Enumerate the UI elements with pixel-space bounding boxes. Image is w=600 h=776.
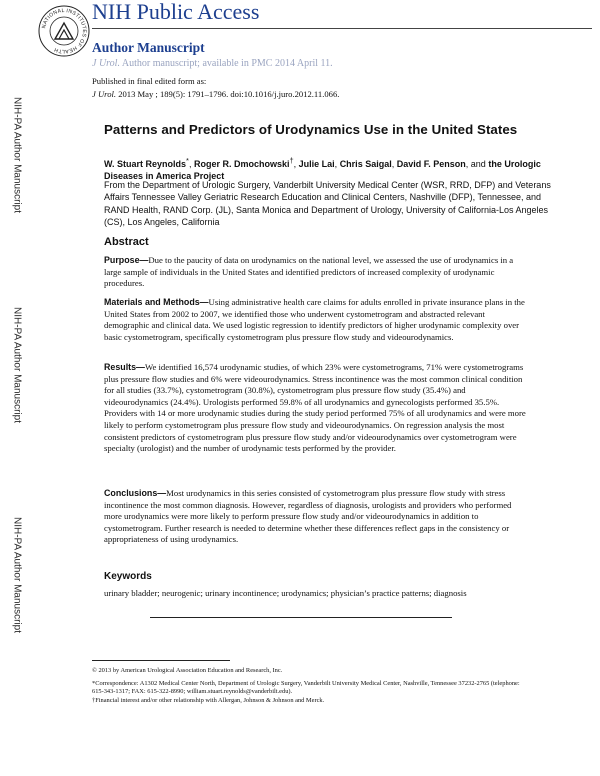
- footnote-rule: [92, 660, 230, 661]
- author-list: W. Stuart Reynolds*, Roger R. Dmochowski†, Julie Lai, Chris Saigal, David F. Penson, and the Urologic Diseases in America Project: [104, 156, 541, 181]
- citation-journal: J Urol.: [92, 89, 117, 99]
- author-name: David F. Penson: [396, 159, 466, 169]
- author-mark: *: [186, 156, 189, 165]
- author-manuscript-label: Author Manuscript: [92, 40, 205, 55]
- section-text: Most urodynamics in this series consisted of cystometrogram plus pressure flow study with stress incontinence the most common diagnosis. However, regardless of diagnosis, urologists and providers who performed more urodynamics were more likely to perform pressure flow study and/or videourodynamics in addition to cystometrogram. Further research is needed to determine whether these differences reflect gaps in the consistency or appropriateness of using urodynamics.: [104, 488, 512, 545]
- author-name: Chris Saigal: [339, 159, 392, 169]
- sidebar-label-text: NIH-PA Author Manuscript: [11, 517, 23, 633]
- keywords-heading: Keywords: [104, 571, 152, 582]
- article-title: Patterns and Predictors of Urodynamics Use in the United States: [104, 122, 518, 137]
- section-divider: [150, 617, 452, 618]
- abstract-conclusions: [104, 488, 530, 546]
- sidebar-label-text: NIH-PA Author Manuscript: [11, 307, 23, 423]
- availability-text: Author manuscript; available in PMC 2014 April 11.: [121, 58, 333, 69]
- author-name: Julie Lai: [298, 159, 335, 169]
- citation: [92, 89, 339, 99]
- section-label: Results—: [104, 362, 145, 372]
- section-text: Using administrative health care claims for adults enrolled in private insurance plans in the United States from 2002 to 2007, we identified those who underwent cystometrogram and abstracted relevant demographic and clinical data. We used logistic regression to identify predictors of higher urodynamic complexity over basic cystometrogram, specifically cystometrogram plus pressure flow study and videourodynamics.: [104, 297, 525, 342]
- logo-ring-text: NATIONAL INSTITUTES OF HEALTH: [41, 7, 88, 55]
- sidebar-label-text: NIH-PA Author Manuscript: [11, 97, 23, 213]
- author-group: the Urologic Diseases in America Project: [104, 159, 541, 181]
- availability-journal: J Urol.: [92, 58, 120, 69]
- authors-connector: and: [470, 159, 486, 169]
- author-name: W. Stuart Reynolds: [104, 159, 187, 169]
- nih-logo-icon: [38, 5, 90, 57]
- abstract-results: [104, 362, 530, 455]
- nih-public-access-title: NIH Public Access: [92, 0, 260, 24]
- section-label: Materials and Methods—: [104, 297, 209, 307]
- sidebar-label-2: [4, 290, 30, 440]
- affiliation: From the Department of Urologic Surgery, Vanderbilt University Medical Center (WSR, RRD, DFP) and Veterans Affairs Tennessee Valley Geriatric Research Education and Clinical Centers, Nashville (DFP), Tennessee, and RAND Health, RAND Corp. (JL), Santa Monica and Department of Urology, University of California-Los Angeles (CS), Los Angeles, California: [104, 180, 551, 227]
- abstract-heading: Abstract: [104, 236, 149, 248]
- footnote-copyright: © 2013 by American Urological Association Education and Research, Inc.: [92, 667, 283, 674]
- footnote-interest: †Financial interest and/or other relationship with Allergan, Johnson & Johnson and Merck.: [92, 697, 325, 704]
- abstract-purpose: [104, 255, 530, 290]
- author-mark: †: [289, 156, 294, 165]
- citation-details: 2013 May ; 189(5): 1791–1796. doi:10.1016/j.juro.2012.11.066.: [118, 89, 340, 99]
- sidebar-label-1: [4, 80, 30, 230]
- abstract-methods: [104, 297, 530, 343]
- author-name: Roger R. Dmochowski: [193, 159, 290, 169]
- header-rule: [92, 28, 592, 29]
- published-in-label: Published in final edited form as:: [92, 76, 207, 86]
- section-label: Conclusions—: [104, 488, 167, 498]
- section-text: Due to the paucity of data on urodynamics on the national level, we assessed the use of urodynamics in a large sample of individuals in the United States and identified predictors of increased complexity of urodynamic procedures.: [104, 255, 514, 289]
- keywords-text: urinary bladder; neurogenic; urinary incontinence; urodynamics; physician’s practice patterns; diagnosis: [104, 588, 467, 598]
- footnote-correspondence: *Correspondence: A1302 Medical Center North, Department of Urologic Surgery, Vanderbilt University Medical Center, Nashville, Tennessee 37232-2765 (telephone: 615-343-1317; FAX: 615-322-8990; william.stuart.reynolds@vanderbilt.edu).: [92, 680, 520, 696]
- availability-line: [92, 58, 333, 69]
- sidebar-label-3: [4, 500, 30, 650]
- section-label: Purpose—: [104, 255, 149, 265]
- section-text: We identified 16,574 urodynamic studies, of which 23% were cystometrograms, 71% were cystometrograms plus pressure flow studies and 6% were videourodynamics. Stress incontinence was the most common clinical condition for all studies (33.7%), cystometrogram (30.8%), cystometrogram plus pressure flow study (35.4%) and videourodynamics (24.4%). Urologists performed 59.8% of all urodynamics and gynecologists performed 35.5%. Providers with 14 or more urodynamic studies during the study period performed 75% of all urodynamics and were more likely to perform cystometrogram plus pressure flow study and videourodynamics. On regression analysis the most consistent predictors of cystometrogram plus pressure flow study and/or videourodynamics over cystometrogram were specialty (urologist) and the number of urodynamic tests performed by the provider.: [104, 362, 526, 454]
